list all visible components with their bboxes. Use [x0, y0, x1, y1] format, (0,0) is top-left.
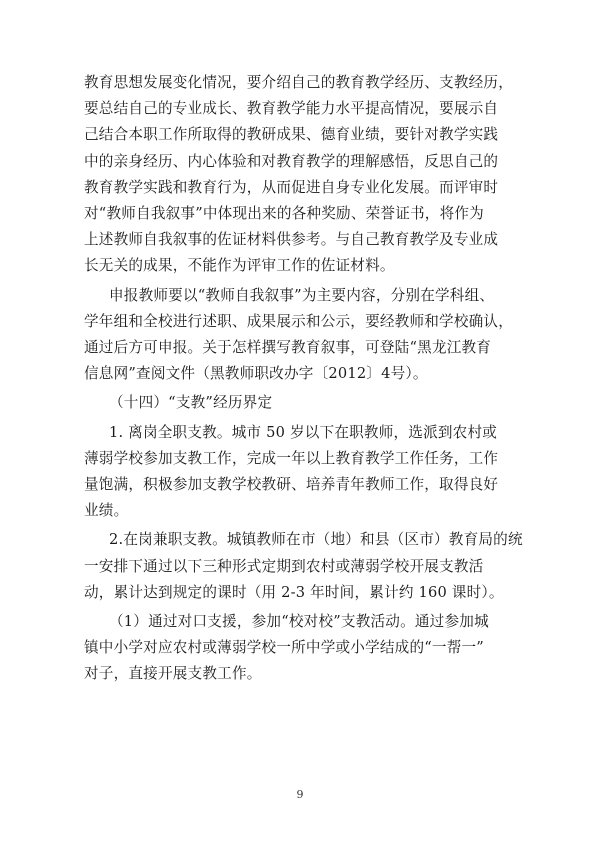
text-line: （1）通过对口支援，参加“校对校”支教活动。通过参加城 [109, 613, 489, 631]
text-line: 1. 离岗全职支教。城市 50 岁以下在职教师，选派到农村或 [109, 423, 498, 441]
text-line: 要总结自己的专业成长、教育教学能力水平提高情况，要展示自 [84, 100, 499, 118]
paragraph-1 [84, 70, 522, 280]
paragraph-4 [84, 527, 522, 606]
text-line: 教育教学实践和教育行为，从而促进自身专业化发展。而评审时 [84, 178, 499, 196]
heading-line: （十四）“支教”经历界定 [109, 394, 273, 412]
text-line: 中的亲身经历、内心体验和对教育教学的理解感悟，反思自己的 [84, 152, 499, 170]
text-line: 上述教师自我叙事的佐证材料供参考。与自己教育教学及专业成 [84, 231, 499, 249]
text-line: 学年组和全校进行述职、成果展示和公示，要经教师和学校确认， [84, 312, 514, 330]
text-line: 镇中小学对应农村或薄弱学校一所中学或小学结成的“一帮一” [84, 639, 484, 657]
text-line: 业绩。 [84, 502, 129, 520]
text-line: 薄弱学校参加支教工作，完成一年以上教育教学工作任务，工作 [84, 449, 499, 467]
text-line: 量饱满，积极参加支教学校教研、培养青年教师工作，取得良好 [84, 476, 499, 494]
text-line: 教育思想发展变化情况，要介绍自己的教育教学经历、支教经历， [84, 74, 514, 91]
text-line: 长无关的成果，不能作为评审工作的佐证材料。 [84, 257, 395, 275]
text-line: 己结合本职工作所取得的教研成果、德育业绩，要针对教学实践 [84, 126, 499, 144]
section-heading [84, 390, 522, 416]
text-line: 通过后方可申报。关于怎样撰写教育叙事，可登陆“黑龙江教育 [84, 339, 492, 357]
text-line: 一安排下通过以下三种形式定期到农村或薄弱学校开展支教活 [84, 557, 484, 575]
paragraph-3 [84, 420, 522, 525]
paragraph-5 [84, 609, 522, 688]
text-line: 对子，直接开展支教工作。 [84, 665, 262, 683]
text-line: 2.在岗兼职支教。城镇教师在市（地）和县（区市）教育局的统 [109, 531, 523, 549]
text-line: 对“教师自我叙事”中体现出来的各种奖励、荣誉证书，将作为 [84, 205, 484, 223]
text-line: 动，累计达到规定的课时（用 2-3 年时间，累计约 160 课时）。 [84, 583, 504, 601]
text-line: 信息网”查阅文件（黑教师职改办字〔2012〕4号）。 [84, 365, 428, 383]
paragraph-2 [84, 283, 522, 388]
page-number: 9 [296, 788, 304, 801]
text-line: 申报教师要以“教师自我叙事”为主要内容，分别在学科组、 [109, 286, 495, 304]
